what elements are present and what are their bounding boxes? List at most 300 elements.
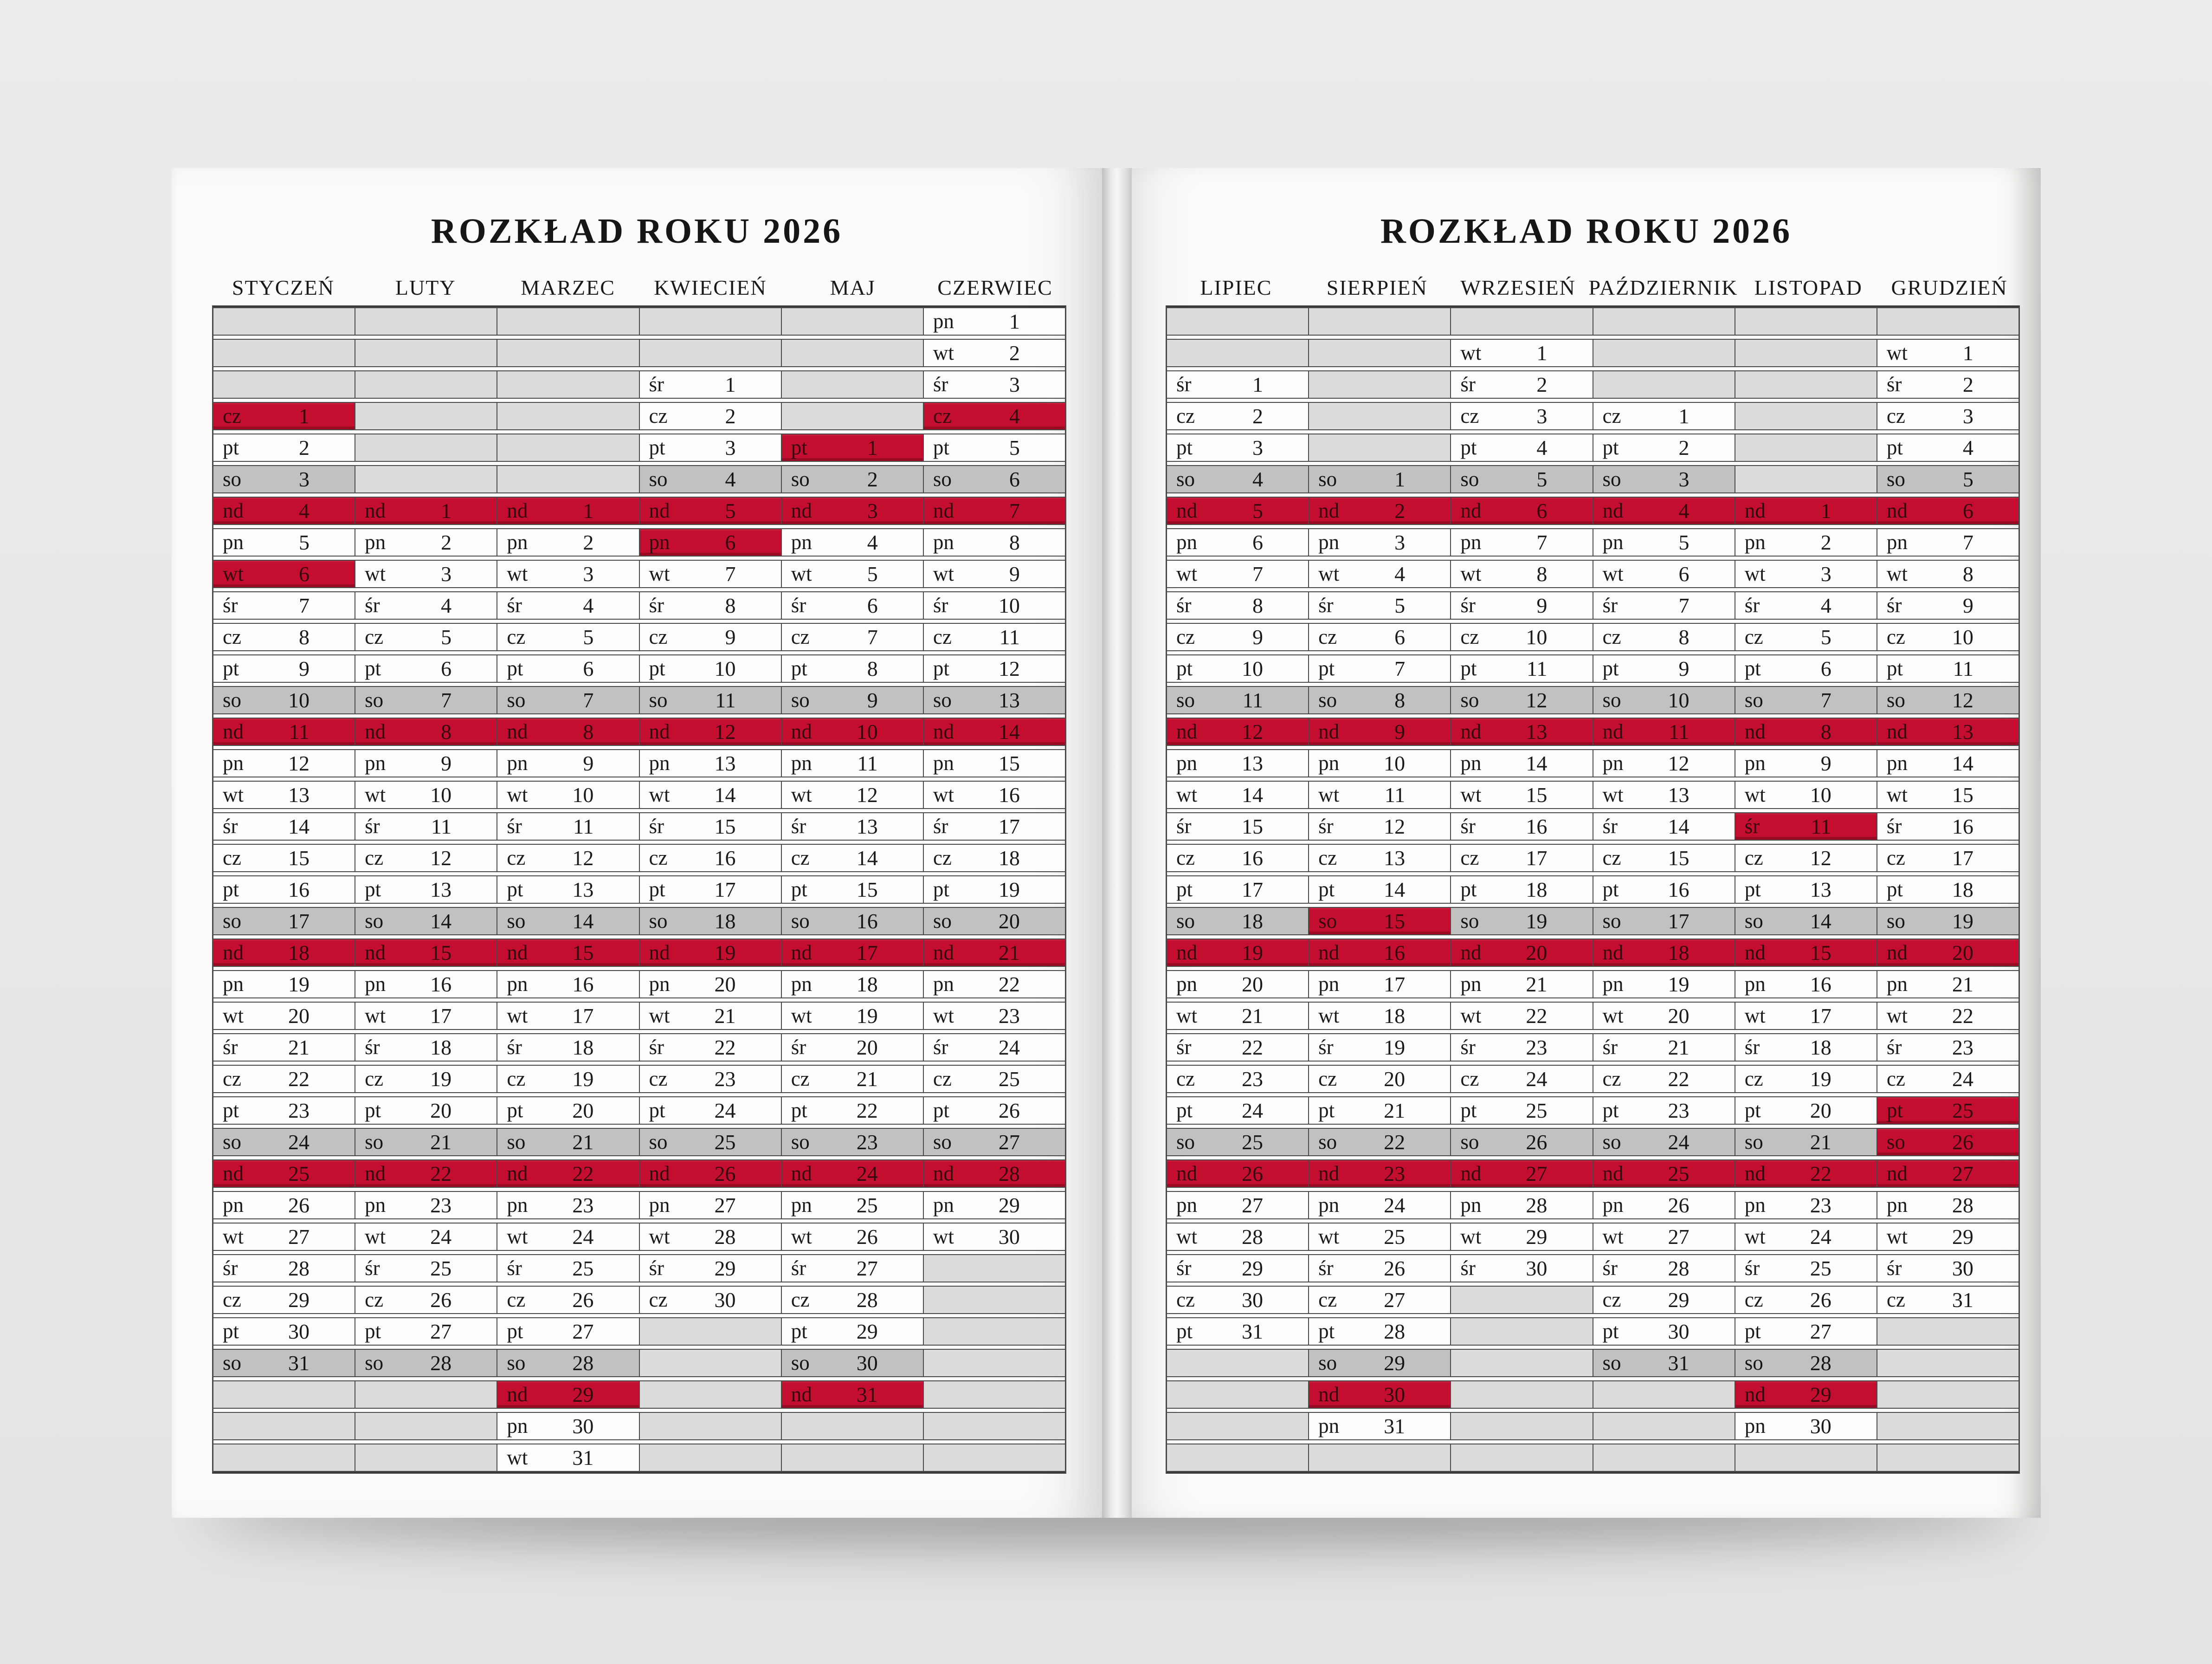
empty-cell: [1451, 1318, 1593, 1345]
day-abbrev: so: [1176, 688, 1195, 712]
day-abbrev: wt: [791, 1004, 812, 1027]
day-cell: [1735, 592, 1877, 619]
empty-cell: [924, 1444, 1065, 1471]
day-number: 8: [1678, 625, 1690, 649]
day-cell: [1877, 403, 2019, 429]
day-cell: [1877, 845, 2019, 871]
day-cell: [1167, 782, 1309, 808]
day-cell: [213, 1350, 355, 1376]
calendar-row: [1167, 402, 2019, 430]
day-abbrev: wt: [1460, 1004, 1482, 1027]
day-cell: [1877, 655, 2019, 682]
day-abbrev: pt: [649, 878, 665, 901]
day-abbrev: pt: [223, 1320, 239, 1343]
calendar-row: [213, 1065, 1065, 1093]
day-number: 1: [1536, 341, 1548, 365]
day-number: 17: [1526, 846, 1548, 870]
day-cell: [1451, 498, 1593, 524]
day-cell: [355, 1350, 497, 1376]
day-abbrev: pn: [1744, 972, 1766, 996]
day-cell: [213, 782, 355, 808]
day-cell: [1309, 1129, 1451, 1155]
day-abbrev: wt: [1602, 562, 1624, 585]
calendar-row: [1167, 1033, 2019, 1062]
day-abbrev: nd: [223, 1162, 244, 1185]
day-abbrev: pt: [223, 436, 239, 459]
day-abbrev: pt: [223, 657, 239, 680]
day-number: 25: [1952, 1099, 1973, 1122]
day-cell: [1593, 1192, 1735, 1218]
day-number: 29: [998, 1193, 1020, 1217]
day-abbrev: pn: [933, 1193, 954, 1217]
day-abbrev: wt: [1886, 1004, 1908, 1027]
day-abbrev: pt: [791, 878, 807, 901]
day-abbrev: pn: [1886, 972, 1908, 996]
day-cell: [497, 845, 639, 871]
day-number: 6: [1394, 625, 1406, 649]
day-number: 20: [430, 1099, 452, 1122]
day-cell: [640, 845, 782, 871]
day-abbrev: pt: [933, 1099, 949, 1122]
day-abbrev: so: [933, 688, 952, 712]
calendar-row: [1167, 1317, 2019, 1346]
day-cell: [1309, 561, 1451, 587]
day-number: 28: [1668, 1256, 1690, 1280]
day-abbrev: so: [1602, 688, 1621, 712]
day-cell: [1593, 782, 1735, 808]
day-number: 25: [288, 1162, 310, 1185]
day-number: 21: [1952, 972, 1973, 996]
month-header-row: [212, 276, 1066, 299]
day-cell: [1309, 1097, 1451, 1124]
empty-cell: [1593, 308, 1735, 335]
day-number: 17: [1384, 972, 1406, 996]
day-abbrev: wt: [365, 1225, 386, 1248]
day-number: 20: [1952, 941, 1973, 965]
day-number: 20: [1668, 1004, 1690, 1028]
day-number: 1: [1678, 404, 1690, 428]
day-cell: [1593, 939, 1735, 966]
day-number: 16: [856, 909, 878, 933]
day-abbrev: wt: [223, 1225, 244, 1248]
day-cell: [213, 1003, 355, 1029]
day-abbrev: so: [649, 467, 668, 491]
day-number: 2: [725, 404, 736, 428]
day-cell: [1167, 971, 1309, 997]
day-number: 3: [299, 467, 310, 491]
day-number: 4: [299, 499, 310, 523]
day-abbrev: cz: [1886, 1067, 1905, 1090]
day-abbrev: so: [365, 688, 384, 712]
calendar-row: [1167, 1223, 2019, 1251]
day-number: 6: [583, 657, 594, 680]
empty-cell: [213, 371, 355, 398]
calendar-row: [213, 560, 1065, 588]
day-number: 10: [1384, 751, 1406, 775]
day-number: 21: [1668, 1036, 1690, 1059]
day-abbrev: wt: [507, 1004, 528, 1027]
day-cell: [1451, 1224, 1593, 1250]
day-number: 25: [430, 1256, 452, 1280]
day-cell: [1451, 624, 1593, 650]
day-number: 19: [288, 972, 310, 996]
day-cell: [1309, 1003, 1451, 1029]
day-abbrev: wt: [1176, 1004, 1197, 1027]
day-abbrev: so: [1602, 1351, 1621, 1374]
empty-cell: [213, 1444, 355, 1471]
empty-cell: [497, 403, 639, 429]
day-abbrev: cz: [1176, 846, 1195, 869]
day-abbrev: nd: [933, 941, 954, 964]
calendar-row: [1167, 339, 2019, 367]
day-abbrev: cz: [1886, 846, 1905, 869]
empty-cell: [1735, 340, 1877, 366]
empty-cell: [355, 1381, 497, 1408]
empty-cell: [1451, 1287, 1593, 1313]
day-cell: [1735, 687, 1877, 713]
day-number: 12: [1384, 815, 1406, 838]
day-cell: [1593, 624, 1735, 650]
day-number: 24: [1668, 1130, 1690, 1154]
day-cell: [1451, 592, 1593, 619]
day-abbrev: wt: [1318, 562, 1340, 585]
day-cell: [355, 1097, 497, 1124]
day-abbrev: pn: [1744, 1193, 1766, 1217]
day-cell: [497, 655, 639, 682]
day-cell: [1309, 719, 1451, 745]
day-number: 11: [1811, 815, 1832, 838]
day-abbrev: nd: [365, 720, 386, 743]
empty-cell: [1309, 434, 1451, 461]
day-number: 22: [856, 1099, 878, 1122]
day-abbrev: pn: [649, 531, 670, 554]
day-cell: [782, 782, 924, 808]
calendar-row: [213, 812, 1065, 841]
empty-cell: [1167, 308, 1309, 335]
day-abbrev: śr: [365, 1256, 380, 1280]
day-cell: [355, 1255, 497, 1282]
day-cell: [924, 1224, 1065, 1250]
day-abbrev: nd: [649, 1162, 670, 1185]
day-abbrev: wt: [1460, 341, 1482, 364]
day-abbrev: so: [1744, 688, 1763, 712]
day-abbrev: pt: [1460, 657, 1477, 680]
day-number: 9: [299, 657, 310, 680]
empty-cell: [1309, 371, 1451, 398]
day-abbrev: so: [223, 909, 242, 932]
day-number: 13: [1810, 878, 1832, 901]
day-number: 6: [1820, 657, 1832, 680]
day-abbrev: wt: [507, 783, 528, 806]
calendar-row: [1167, 1380, 2019, 1409]
day-cell: [497, 498, 639, 524]
day-cell: [1735, 498, 1877, 524]
day-cell: [1877, 1192, 2019, 1218]
day-abbrev: pt: [365, 1320, 381, 1343]
day-abbrev: pn: [1744, 531, 1766, 554]
day-abbrev: so: [223, 1351, 242, 1374]
empty-cell: [640, 308, 782, 335]
calendar-row: [213, 718, 1065, 746]
day-abbrev: so: [1460, 688, 1479, 712]
day-cell: [924, 1192, 1065, 1218]
day-abbrev: pt: [1886, 436, 1903, 459]
day-cell: [782, 908, 924, 934]
calendar-row: [1167, 844, 2019, 872]
day-abbrev: wt: [649, 562, 670, 585]
day-number: 6: [1009, 467, 1020, 491]
day-cell: [782, 1003, 924, 1029]
day-abbrev: śr: [649, 1036, 664, 1059]
day-abbrev: cz: [933, 846, 952, 869]
day-number: 23: [1810, 1193, 1832, 1217]
day-number: 28: [1526, 1193, 1548, 1217]
day-cell: [1877, 624, 2019, 650]
day-cell: [1735, 1318, 1877, 1345]
day-number: 6: [1962, 499, 1973, 523]
day-abbrev: nd: [1744, 941, 1766, 964]
day-cell: [1735, 1160, 1877, 1187]
calendar-row: [213, 1033, 1065, 1062]
day-cell: [1309, 1255, 1451, 1282]
day-cell: [924, 403, 1065, 429]
month-header: CZERWIEC: [937, 276, 1053, 299]
day-number: 5: [725, 499, 736, 523]
day-number: 22: [1810, 1162, 1832, 1185]
day-abbrev: pn: [1318, 1414, 1340, 1437]
day-cell: [1309, 687, 1451, 713]
day-cell: [1593, 813, 1735, 840]
day-abbrev: so: [1602, 1130, 1621, 1153]
day-abbrev: nd: [1318, 1162, 1340, 1185]
day-cell: [1877, 340, 2019, 366]
day-number: 18: [430, 1036, 452, 1059]
day-cell: [213, 1318, 355, 1345]
empty-cell: [1877, 1381, 2019, 1408]
day-number: 27: [856, 1256, 878, 1280]
day-number: 25: [572, 1256, 594, 1280]
day-number: 22: [1526, 1004, 1548, 1028]
day-cell: [1167, 1255, 1309, 1282]
day-abbrev: śr: [1602, 594, 1618, 617]
day-cell: [355, 1003, 497, 1029]
day-abbrev: wt: [1602, 1225, 1624, 1248]
day-number: 12: [1668, 751, 1690, 775]
day-abbrev: pt: [933, 436, 949, 459]
day-abbrev: cz: [1318, 1067, 1337, 1090]
day-cell: [1167, 498, 1309, 524]
day-abbrev: nd: [1176, 499, 1197, 522]
day-cell: [1309, 1160, 1451, 1187]
day-number: 10: [1668, 688, 1690, 712]
day-abbrev: cz: [791, 625, 810, 648]
empty-cell: [782, 308, 924, 335]
day-number: 7: [1536, 531, 1548, 554]
day-abbrev: pt: [1602, 1099, 1619, 1122]
day-number: 19: [572, 1067, 594, 1091]
day-cell: [1593, 1318, 1735, 1345]
day-abbrev: cz: [223, 625, 241, 648]
day-abbrev: śr: [507, 1036, 522, 1059]
day-number: 20: [856, 1036, 878, 1059]
day-number: 26: [1810, 1288, 1832, 1312]
day-cell: [1735, 1003, 1877, 1029]
day-cell: [1877, 1129, 2019, 1155]
day-abbrev: nd: [1460, 941, 1482, 964]
day-number: 25: [1668, 1162, 1690, 1185]
day-abbrev: pn: [365, 1193, 386, 1217]
day-cell: [1309, 466, 1451, 492]
day-cell: [782, 1160, 924, 1187]
day-abbrev: śr: [1744, 1256, 1760, 1280]
day-cell: [1735, 1413, 1877, 1439]
day-cell: [1167, 403, 1309, 429]
day-cell: [1451, 1129, 1593, 1155]
day-abbrev: wt: [1318, 1004, 1340, 1027]
day-abbrev: so: [1176, 1130, 1195, 1153]
day-number: 28: [430, 1351, 452, 1375]
day-number: 28: [1384, 1320, 1406, 1343]
day-cell: [782, 529, 924, 556]
day-cell: [782, 1318, 924, 1345]
day-cell: [1593, 1097, 1735, 1124]
day-number: 16: [1384, 941, 1406, 965]
day-number: 30: [288, 1320, 310, 1343]
day-abbrev: so: [933, 1130, 952, 1153]
day-cell: [213, 1129, 355, 1155]
day-cell: [1593, 1287, 1735, 1313]
day-abbrev: śr: [649, 815, 664, 838]
day-abbrev: cz: [223, 846, 241, 869]
day-number: 23: [1668, 1099, 1690, 1122]
day-number: 29: [714, 1256, 736, 1280]
day-abbrev: cz: [1460, 625, 1479, 648]
day-number: 6: [299, 562, 310, 586]
day-cell: [1451, 719, 1593, 745]
day-abbrev: pn: [649, 751, 670, 775]
calendar-row: [1167, 1254, 2019, 1282]
day-number: 11: [1527, 657, 1548, 680]
empty-cell: [213, 308, 355, 335]
empty-cell: [497, 308, 639, 335]
day-cell: [1877, 687, 2019, 713]
empty-cell: [1309, 340, 1451, 366]
day-abbrev: pt: [1602, 436, 1619, 459]
day-abbrev: wt: [223, 1004, 244, 1027]
day-cell: [1451, 655, 1593, 682]
day-abbrev: pn: [223, 1193, 244, 1217]
day-abbrev: wt: [649, 783, 670, 806]
calendar-row: [1167, 497, 2019, 525]
day-number: 30: [998, 1225, 1020, 1249]
day-cell: [1167, 529, 1309, 556]
day-number: 10: [288, 688, 310, 712]
day-cell: [640, 750, 782, 777]
day-abbrev: śr: [1176, 594, 1192, 617]
day-cell: [924, 371, 1065, 398]
day-abbrev: pt: [1460, 1099, 1477, 1122]
day-cell: [782, 561, 924, 587]
day-cell: [1735, 1287, 1877, 1313]
day-abbrev: pt: [1176, 436, 1193, 459]
day-cell: [1593, 466, 1735, 492]
day-cell: [213, 1097, 355, 1124]
day-cell: [355, 1318, 497, 1345]
day-number: 19: [714, 941, 736, 965]
day-number: 21: [1526, 972, 1548, 996]
day-cell: [1735, 750, 1877, 777]
day-number: 24: [998, 1036, 1020, 1059]
day-number: 16: [1526, 815, 1548, 838]
day-cell: [924, 561, 1065, 587]
day-abbrev: pt: [791, 1099, 807, 1122]
day-cell: [782, 1066, 924, 1092]
day-number: 9: [1009, 562, 1020, 586]
day-abbrev: nd: [365, 1162, 386, 1185]
day-cell: [1167, 1129, 1309, 1155]
day-abbrev: śr: [1602, 1036, 1618, 1059]
calendar-row: [1167, 1349, 2019, 1377]
day-cell: [924, 908, 1065, 934]
day-abbrev: wt: [791, 562, 812, 585]
day-abbrev: cz: [791, 1067, 810, 1090]
day-abbrev: wt: [1460, 783, 1482, 806]
day-abbrev: pn: [1602, 972, 1624, 996]
day-cell: [640, 939, 782, 966]
day-number: 3: [1252, 436, 1263, 460]
day-cell: [213, 876, 355, 903]
day-abbrev: cz: [507, 846, 526, 869]
day-cell: [355, 939, 497, 966]
day-cell: [1593, 1129, 1735, 1155]
day-number: 17: [572, 1004, 594, 1028]
day-cell: [1167, 1097, 1309, 1124]
day-number: 1: [1394, 467, 1406, 491]
empty-cell: [213, 340, 355, 366]
day-abbrev: śr: [1886, 815, 1902, 838]
day-abbrev: so: [507, 1351, 526, 1374]
empty-cell: [355, 434, 497, 461]
day-abbrev: cz: [649, 404, 668, 427]
day-abbrev: cz: [223, 1067, 241, 1090]
day-abbrev: cz: [365, 1067, 384, 1090]
day-abbrev: śr: [933, 373, 948, 396]
day-number: 15: [1952, 783, 1973, 807]
calendar-row: [213, 1444, 1065, 1472]
empty-cell: [1735, 434, 1877, 461]
day-abbrev: so: [1744, 909, 1763, 932]
day-abbrev: śr: [223, 815, 238, 838]
day-number: 13: [572, 878, 594, 901]
day-number: 18: [1384, 1004, 1406, 1028]
day-cell: [497, 908, 639, 934]
day-abbrev: cz: [507, 1288, 526, 1311]
day-number: 16: [1242, 846, 1263, 870]
day-cell: [640, 1129, 782, 1155]
day-cell: [497, 782, 639, 808]
day-abbrev: pn: [1460, 972, 1482, 996]
day-abbrev: śr: [1886, 594, 1902, 617]
day-cell: [1877, 1066, 2019, 1092]
day-cell: [497, 1129, 639, 1155]
day-number: 13: [288, 783, 310, 807]
day-abbrev: nd: [365, 499, 386, 522]
day-abbrev: nd: [1602, 499, 1624, 522]
day-number: 18: [1668, 941, 1690, 965]
day-number: 25: [1242, 1130, 1263, 1154]
day-number: 27: [1810, 1320, 1832, 1343]
day-cell: [355, 561, 497, 587]
